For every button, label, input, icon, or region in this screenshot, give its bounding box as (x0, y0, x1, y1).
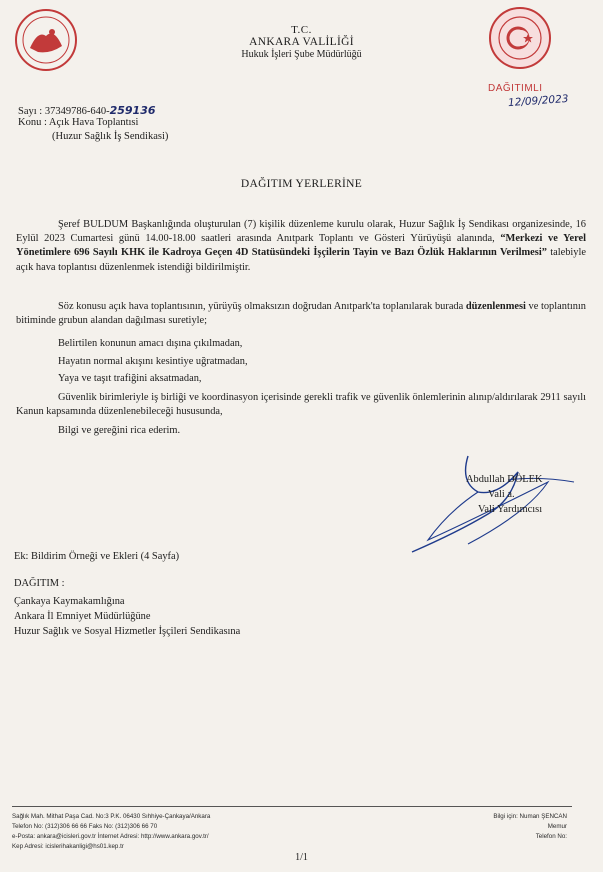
distribution-stamp: DAĞITIMLI (488, 83, 543, 94)
header-tc: T.C. (291, 24, 312, 36)
sayi-handwritten: 259136 (109, 104, 156, 117)
document-title: DAĞITIM YERLERİNE (240, 178, 363, 190)
condition-line-2: Hayatın normal akışını kesintiye uğratmadan, (58, 356, 248, 367)
sayi-label: Sayı (18, 106, 37, 117)
closing-line: Bilgi ve gereğini rica ederim. (58, 425, 181, 436)
distribution-item: Huzur Sağlık ve Sosyal Hizmetler İşçileri Sendikasına (14, 626, 241, 637)
stamp-date: 12/09/2023 (507, 92, 569, 110)
p2-text-a: Söz konusu açık hava toplantısının, yürüyüş olmaksızın doğrudan Anıtpark'ta toplanılarak burada (58, 301, 466, 312)
konu-label: Konu (18, 117, 42, 128)
signatory-name: Abdullah DÖLEK (466, 474, 543, 485)
distribution-label: DAĞITIM : (14, 578, 65, 589)
subject-line-2: (Huzur Sağlık İş Sendikasi) (52, 131, 169, 142)
signatory-title-1: Vali a. (488, 489, 515, 500)
footer-address: Sağlık Mah. Mithat Paşa Cad. No:3 P.K. 06430 Sıhhiye-Çankaya/Ankara (12, 813, 211, 820)
page-number: 1/1 (295, 852, 308, 863)
konu-value: : Açık Hava Toplantısi (43, 117, 139, 128)
footer-contact-title: Memur (547, 823, 567, 830)
p1-text-b: talebiyle açık hava toplantısı düzenlenmek istendiği bildirilmiştir. (16, 247, 587, 273)
ministry-logo-icon (14, 8, 78, 72)
footer-contact-person: Bilgi için: Numan ŞENCAN (493, 813, 567, 820)
footer-email-web: e-Posta: ankara@icisleri.gov.tr İnternet Adresi: http://www.ankara.gov.tr/ (12, 833, 209, 840)
footer-divider (12, 806, 572, 807)
footer-kep: Kep Adresi: icislerihakanligi@hs01.kep.tr (12, 843, 124, 850)
condition-line-1: Belirtilen konunun amacı dışına çıkılmadan, (58, 338, 243, 349)
header-department: Hukuk İşleri Şube Müdürlüğü (241, 49, 362, 60)
sayi-printed: : 37349786-640- (39, 106, 110, 117)
paragraph-2 (16, 300, 586, 328)
subject (18, 117, 138, 128)
paragraph-1 (16, 218, 586, 275)
distribution-item: Çankaya Kaymakamlığına (14, 596, 125, 607)
reference-number (18, 104, 156, 117)
footer-phone: Telefon No: (312)306 66 66 Faks No: (312)306 66 70 (12, 823, 158, 830)
p1-bold-title: “Merkezi ve Yerel Yönetimlere 696 Sayılı KHK ile Kadroya Geçen 4D Statüsündeki İşçilerin Tayin ve Bazı Özlük Haklarının Verilmesi” (16, 233, 587, 259)
attachment-note: Ek: Bildirim Örneği ve Ekleri (4 Sayfa) (14, 551, 180, 562)
distribution-item: Ankara İl Emniyet Müdürlüğüne (14, 611, 151, 622)
condition-line-3: Yaya ve taşıt trafiğini aksatmadan, (58, 373, 202, 384)
signatory-title-2: Vali Yardımcısı (478, 504, 543, 515)
p2-text-b: ve toplantının bitiminde grubun alandan dağılması suretiyle; (16, 301, 586, 327)
governorship-seal-icon (488, 6, 552, 70)
paragraph-3: Güvenlik birimleriyle iş birliği ve koordinasyon içerisinde gerekli trafik ve güvenlik önlemlerinin alınıp/aldırılarak 2911 sayılı Kanun kapsamında düzenlenebileceği hususunda, (16, 392, 586, 418)
p1-text-a: Şeref BULDUM Başkanlığında oluşturulan (7) kişilik düzenleme kurulu olarak, Huzur Sağlık İş Sendikası organizesinde, 16 Eylül 2023 Cumartesi günü 14.00-18.00 saatleri arasında Anıtpark Toplantı ve Gösteri Yürüyüşü alanında, (16, 219, 586, 245)
footer-contact-phone: Telefon No: (535, 833, 567, 840)
p2-bold: düzenlenmesi (465, 301, 526, 312)
header-governorship: ANKARA VALİLİĞİ (249, 36, 354, 48)
